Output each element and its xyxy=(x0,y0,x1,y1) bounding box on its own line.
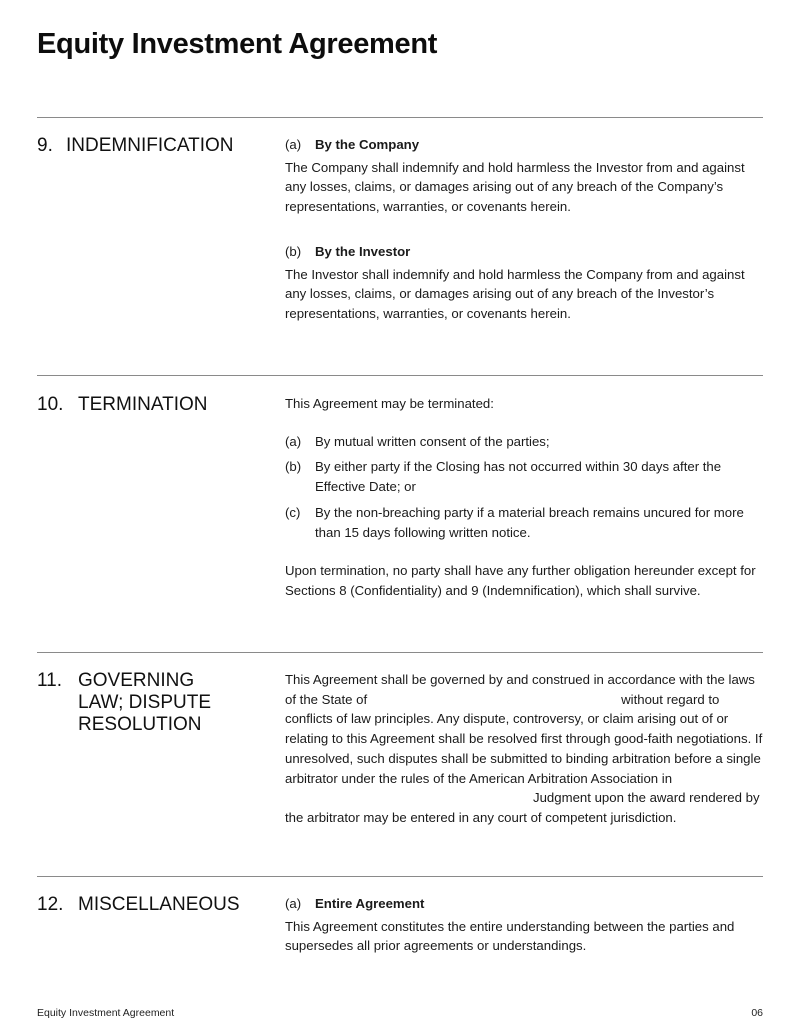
list-item xyxy=(285,503,765,542)
subsection-text: The Company shall indemnify and hold harmless the Investor from and against any losses, claims, or damages arising out of any breach of the Company’s representations, warranties, or covenants herein. xyxy=(285,159,745,215)
section-heading xyxy=(37,670,267,736)
subsection-title: By the Company xyxy=(315,137,420,152)
subsection-label: (a) xyxy=(285,137,302,152)
section-intro: This Agreement may be terminated: xyxy=(285,396,494,411)
section-title: MISCELLANEOUS xyxy=(78,894,240,915)
section-title: INDEMNIFICATION xyxy=(66,135,234,156)
section-number: 12. xyxy=(37,894,64,915)
section-divider xyxy=(37,652,763,653)
section-divider xyxy=(37,375,763,376)
subsection-label: (a) xyxy=(285,896,302,911)
subsection-title: By the Investor xyxy=(315,243,411,259)
item-label: (a) xyxy=(285,433,302,449)
section-heading xyxy=(37,135,267,157)
section-body xyxy=(285,894,765,956)
section-body xyxy=(285,670,765,828)
governing-law-text-part-3: Judgment upon the award rendered by the arbitrator may be entered in any court of competent jurisdiction. xyxy=(285,790,760,825)
list-item xyxy=(285,432,765,452)
item-text: By either party if the Closing has not occurred within 30 days after the Effective Date; or xyxy=(315,459,722,495)
section-heading xyxy=(37,394,267,416)
section-title: TERMINATION xyxy=(78,394,208,415)
footer-document-title: Equity Investment Agreement xyxy=(37,1007,175,1019)
subsection-text: This Agreement constitutes the entire understanding between the parties and supersedes all prior agreements or understandings. xyxy=(285,918,735,954)
governing-law-text xyxy=(285,670,765,828)
section-divider xyxy=(37,117,763,118)
item-label: (b) xyxy=(285,459,302,475)
governing-law-text-part-2: without regard to conflicts of law principles. Any dispute, controversy, or claim arising out of or relating to this Agreement shall be resolved first through good-faith negotiations. If unresolved, such disputes shall be submitted to binding arbitration before a single arbitrator under the rules of the American Arbitration Association in xyxy=(285,691,763,786)
item-label: (c) xyxy=(285,504,301,520)
subsection-label: (b) xyxy=(285,243,302,259)
document-title: Equity Investment Agreement xyxy=(37,28,438,60)
subsection-heading xyxy=(285,242,765,262)
subsection-text: The Investor shall indemnify and hold harmless the Company from and against any losses, claims, or damages arising out of any breach of the Investor’s representations, warranties, or covenants herein. xyxy=(285,266,745,321)
section-closing: Upon termination, no party shall have any further obligation hereunder except for Sections 8 (Confidentiality) and 9 (Indemnification), which shall survive. xyxy=(285,563,756,598)
section-divider xyxy=(37,876,763,877)
list-item xyxy=(285,457,765,496)
section-body xyxy=(285,135,765,324)
subsection-title: Entire Agreement xyxy=(315,896,425,911)
section-number: 9. xyxy=(37,135,53,156)
page-number: 06 xyxy=(751,1007,763,1019)
section-number: 10. xyxy=(37,394,64,415)
governing-law-text-part-1: This Agreement shall be governed by and construed in accordance with the laws of the State of xyxy=(285,672,755,707)
section-body xyxy=(285,394,765,601)
section-number: 11. xyxy=(37,670,63,691)
section-title: GOVERNING LAW; DISPUTE RESOLUTION xyxy=(78,670,212,735)
subsection-heading xyxy=(285,894,765,914)
section-heading xyxy=(37,894,267,916)
subsection-heading xyxy=(285,135,765,155)
item-text: By the non-breaching party if a material breach remains uncured for more than 15 days following written notice. xyxy=(315,504,744,540)
item-text: By mutual written consent of the parties; xyxy=(315,433,550,449)
